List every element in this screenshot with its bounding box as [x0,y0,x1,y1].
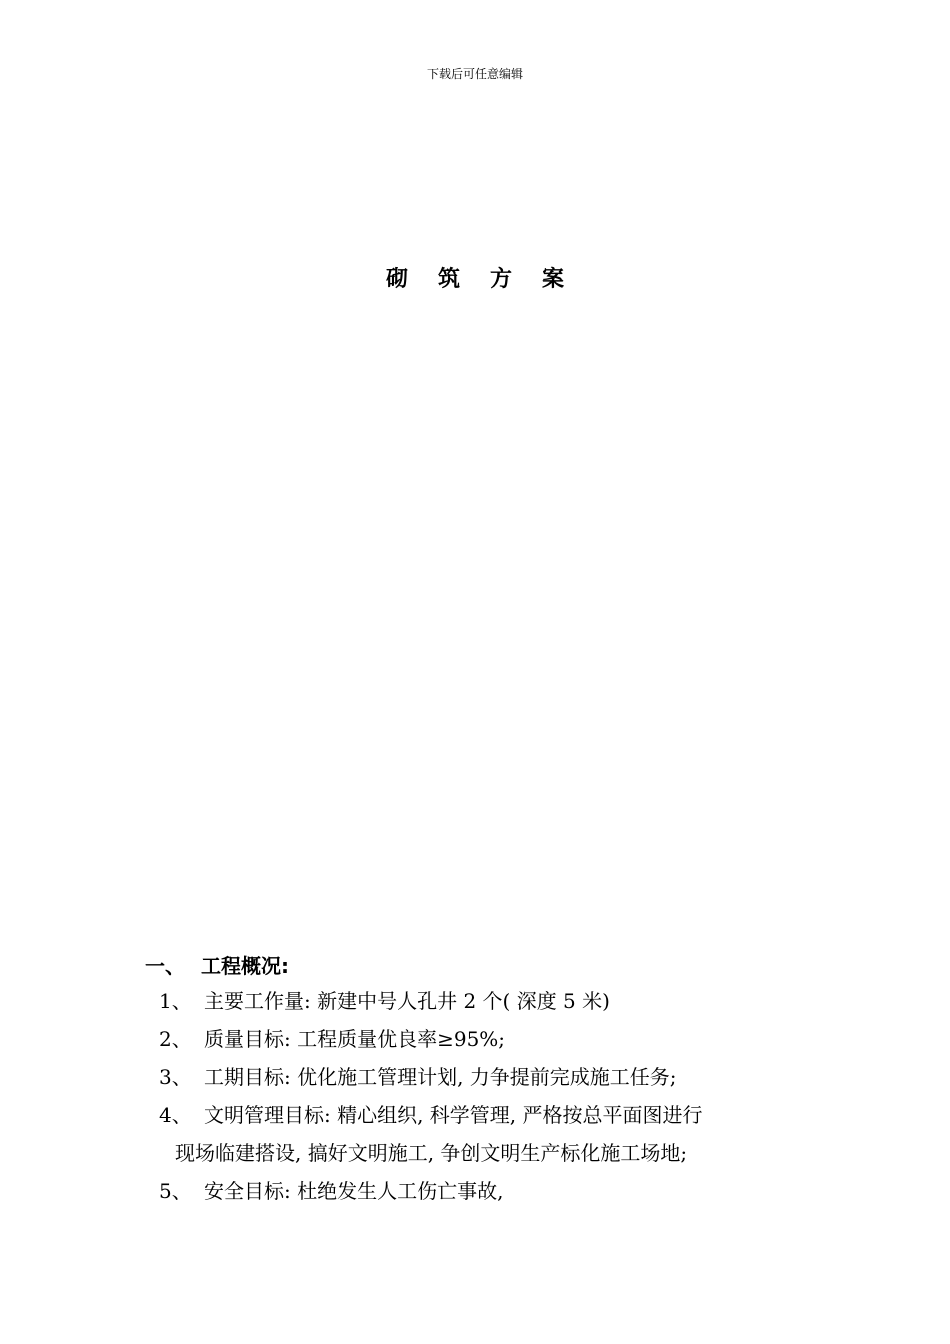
list-item-schedule [145,1058,845,1096]
document-title: 砌筑方案 [385,266,594,292]
list-item-text: 质量目标: 工程质量优良率≥95%; [204,1027,506,1051]
list-item-text: 工期目标: 优化施工管理计划, 力争提前完成施工任务; [204,1065,677,1089]
section-number: 一、 [145,954,185,978]
header-note: 下载后可任意编辑 [426,67,523,81]
list-item-text: 文明管理目标: 精心组织, 科学管理, 严格按总平面图进行 [204,1103,703,1127]
list-item-number: 2、 [159,1027,192,1051]
section-title: 工程概况: [201,954,289,978]
list-item-civilized-management [145,1096,845,1172]
list-item-text: 主要工作量: 新建中号人孔井 2 个( 深度 5 米) [204,989,610,1013]
list-item-number: 4、 [159,1103,192,1127]
overview-list [145,982,845,1210]
list-item-number: 5、 [159,1179,192,1203]
list-item-safety [145,1172,845,1210]
section-project-overview [145,950,845,1210]
list-item-continuation: 现场临建搭设, 搞好文明施工, 争创文明生产标化施工场地; [175,1141,688,1165]
list-item-text: 安全目标: 杜绝发生人工伤亡事故, [204,1179,504,1203]
list-item-quality [145,1020,845,1058]
list-item-workload [145,982,845,1020]
list-item-number: 3、 [159,1065,192,1089]
section-heading [145,950,845,982]
list-item-number: 1、 [159,989,192,1013]
